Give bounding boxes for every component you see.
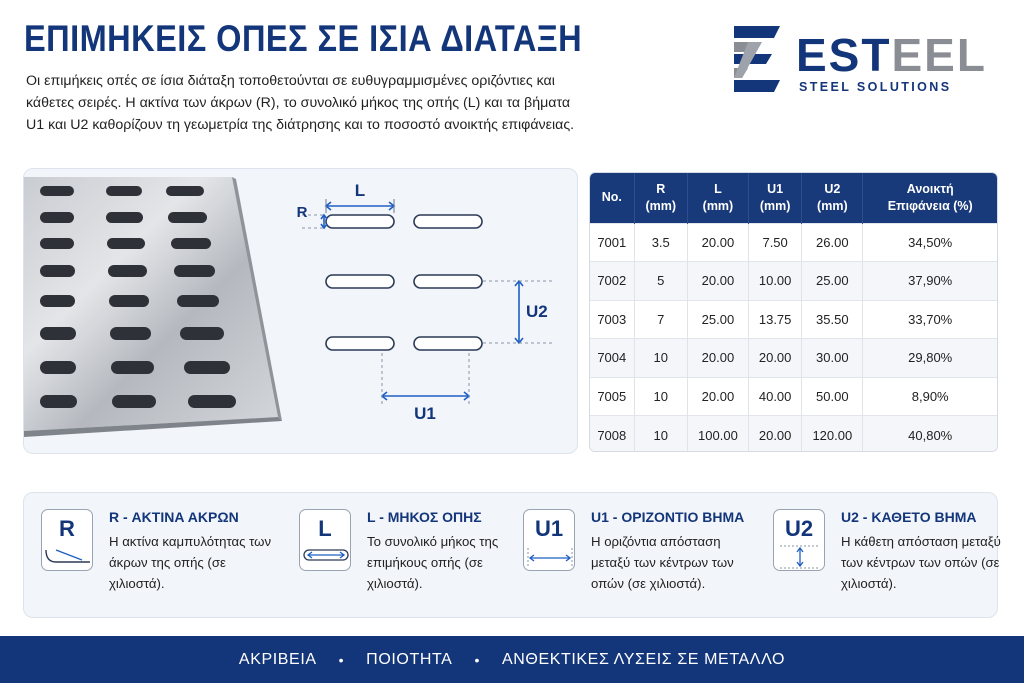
table-header-label: U2 <box>824 181 841 196</box>
table-cell: 34,50% <box>863 223 997 262</box>
table-cell: 7004 <box>590 339 634 378</box>
legend-u1-symbol: U1 <box>534 516 564 541</box>
table-cell: 120.00 <box>802 416 863 453</box>
table-cell: 10 <box>634 377 687 416</box>
legend-u1-desc: Η οριζόντια απόσταση μεταξύ των κέντρων των οπών (σε χιλιοστά). <box>591 534 734 591</box>
table-cell: 40,80% <box>863 416 997 453</box>
table-row <box>590 377 997 416</box>
table-header-unit: (mm) <box>759 198 791 213</box>
legend-r-title: R - ΑΚΤΙΝΑ ΑΚΡΩΝ <box>109 509 239 525</box>
length-icon <box>300 510 352 572</box>
dim-label-u1: U1 <box>414 404 436 423</box>
table-cell: 7008 <box>590 416 634 453</box>
table-row <box>590 223 997 262</box>
table-cell: 33,70% <box>863 300 997 339</box>
table-header-label: R <box>656 181 666 196</box>
legend-r-symbol: R <box>59 516 75 541</box>
legend-l-symbol: L <box>318 516 332 541</box>
legend-panel <box>23 492 1001 618</box>
legend-u2-desc: Η κάθετη απόσταση μεταξύ των κέντρων των οπών (σε χιλιοστά). <box>841 534 1001 591</box>
table-cell: 29,80% <box>863 339 997 378</box>
table-cell: 50.00 <box>802 377 863 416</box>
table-cell: 7 <box>634 300 687 339</box>
radius-icon <box>42 510 94 572</box>
table-cell: 20.00 <box>687 223 748 262</box>
legend-u1-icon <box>523 509 575 571</box>
logo-tagline: STEEL SOLUTIONS <box>799 80 952 94</box>
table-header-unit: (mm) <box>702 198 734 213</box>
logo-e-icon <box>728 22 788 96</box>
table-cell: 7001 <box>590 223 634 262</box>
table-cell: 7.50 <box>748 223 801 262</box>
dim-label-r: R <box>296 204 308 221</box>
table-header-cell <box>802 173 863 223</box>
logo-wordmark-primary: EST <box>796 29 892 81</box>
table-header-cell <box>634 173 687 223</box>
table-row <box>590 339 997 378</box>
table-header-cell <box>590 173 634 223</box>
perforated-sheet-image <box>24 169 294 454</box>
legend-u2-icon <box>773 509 825 571</box>
specs-table-container <box>589 172 998 452</box>
table-cell: 13.75 <box>748 300 801 339</box>
legend-r-desc: Η ακτίνα καμπυλότητας των άκρων της οπής (σε χιλιοστά). <box>109 534 272 591</box>
specs-table-body <box>590 223 997 452</box>
table-header-cell <box>863 173 997 223</box>
table-cell: 8,90% <box>863 377 997 416</box>
table-header-unit: (mm) <box>645 198 677 213</box>
table-cell: 100.00 <box>687 416 748 453</box>
dim-label-l: L <box>354 181 366 200</box>
table-cell: 3.5 <box>634 223 687 262</box>
slot-dimension-diagram <box>294 169 578 454</box>
table-cell: 30.00 <box>802 339 863 378</box>
table-cell: 40.00 <box>748 377 801 416</box>
table-header-label: U1 <box>767 181 784 196</box>
table-cell: 37,90% <box>863 262 997 301</box>
legend-r-icon <box>41 509 93 571</box>
table-header-label: L <box>714 181 722 196</box>
table-row <box>590 416 997 453</box>
table-header-unit: Επιφάνεια (%) <box>887 198 973 213</box>
legend-l-icon <box>299 509 351 571</box>
table-cell: 20.00 <box>748 416 801 453</box>
table-header-label: Ανοικτή <box>906 181 954 196</box>
table-cell: 25.00 <box>802 262 863 301</box>
table-row <box>590 300 997 339</box>
legend-u1-title: U1 - ΟΡΙΖΟΝΤΙΟ ΒΗΜΑ <box>591 509 745 525</box>
perforation-diagram-panel <box>23 168 578 454</box>
legend-u2-title: U2 - ΚΑΘΕΤΟ ΒΗΜΑ <box>841 509 977 525</box>
table-cell: 10 <box>634 339 687 378</box>
legend-l-desc: Το συνολικό μήκος της επιμήκους οπής (σε χιλιοστά). <box>367 534 499 591</box>
esteel-logo <box>728 22 998 102</box>
specs-table-header-row <box>590 173 997 223</box>
table-cell: 10 <box>634 416 687 453</box>
table-cell: 35.50 <box>802 300 863 339</box>
table-cell: 10.00 <box>748 262 801 301</box>
dim-label-u2: U2 <box>526 302 548 321</box>
legend-u2-symbol: U2 <box>784 516 814 541</box>
horizontal-pitch-icon <box>524 510 576 572</box>
table-cell: 5 <box>634 262 687 301</box>
table-row <box>590 262 997 301</box>
footer-separator: • <box>338 651 345 668</box>
logo-wordmark <box>796 28 987 82</box>
table-cell: 20.00 <box>748 339 801 378</box>
table-header-label: No. <box>601 190 622 205</box>
table-cell: 26.00 <box>802 223 863 262</box>
table-cell: 7003 <box>590 300 634 339</box>
table-header-unit: (mm) <box>817 198 848 213</box>
footer-separator: • <box>474 651 480 668</box>
table-header-cell <box>748 173 801 223</box>
vertical-pitch-icon <box>774 510 826 572</box>
footer-banner <box>0 636 1024 683</box>
specs-table <box>590 173 997 452</box>
legend-l-title: L - ΜΗΚΟΣ ΟΠΗΣ <box>367 509 482 525</box>
page-title: ΕΠΙΜΗΚΕΙΣ ΟΠΕΣ ΣΕ ΙΣΙΑ ΔΙΑΤΑΞΗ <box>24 18 583 59</box>
logo-wordmark-secondary: EEL <box>891 29 987 81</box>
table-cell: 20.00 <box>687 377 748 416</box>
table-header-cell <box>687 173 748 223</box>
footer-item-quality: ΠΟΙΟΤΗΤΑ <box>366 650 453 668</box>
intro-paragraph: Οι επιμήκεις οπές σε ίσια διάταξη τοποθετούνται σε ευθυγραμμισμένες οριζόντιες και κάθετες σειρές. Η ακτίνα των άκρων (R), το συνολικό μήκος της οπής (L) και τα βήματα U1 και U2 καθορίζουν τη γεωμετρία της διάτρησης και το ποσοστό ανοικτής επιφάνειας. <box>26 73 575 133</box>
table-cell: 20.00 <box>687 262 748 301</box>
footer-item-durable-solutions: ΑΝΘΕΚΤΙΚΕΣ ΛΥΣΕΙΣ ΣΕ ΜΕΤΑΛΛΟ <box>501 650 786 668</box>
table-cell: 25.00 <box>687 300 748 339</box>
table-cell: 7005 <box>590 377 634 416</box>
table-cell: 20.00 <box>687 339 748 378</box>
footer-item-precision: ΑΚΡΙΒΕΙΑ <box>238 650 317 668</box>
table-cell: 7002 <box>590 262 634 301</box>
